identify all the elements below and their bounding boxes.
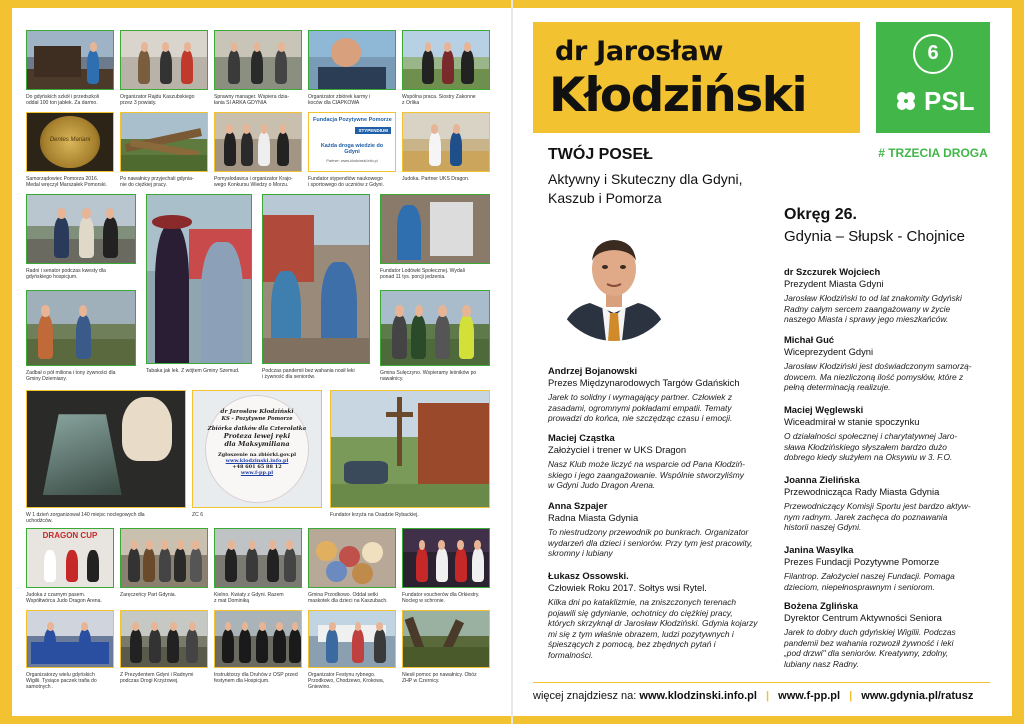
endorsement: Joanna Zielińska Przewodnicząca Rady Miasta Gdynia Przewodniczący Komisji Sportu jest bardzo aktyw- nym radnym. Jarek zachęca do poznawania historii naszej Gdyni. bbox=[784, 474, 971, 533]
endorsement: Łukasz Ossowski. Człowiek Roku 2017. Sołtys wsi Rytel. Kilka dni po kataklizmie, na zniszczonych terenach pojawili się gdynianie, ochotnicy do ciężkiej pracy, których skrzyknął dr Jarosław Kłodziński. Gdynia kojarzy mi się z tym właśnie obrazem, ludzi pozytywnych i śpieszących z pomocą, bez zbędnych pytań i formalności. bbox=[548, 570, 758, 660]
medal-inscription: Dentes Mariani bbox=[49, 137, 91, 144]
dragon-cup-banner: DRAGON CUP bbox=[42, 531, 98, 540]
endorsement: Maciej Węglewski Wiceadmirał w stanie spoczynku O działalności społecznej i charytatywnej Jaro- sława Kłodzińskiego słyszałem bardzo dużo dobrego kiedy służyłem na Oksywiu w 3. F.O. bbox=[784, 404, 958, 463]
footer-divider bbox=[533, 682, 990, 683]
footer-link-gdynia[interactable]: www.gdynia.pl/ratusz bbox=[861, 690, 974, 702]
party-box bbox=[876, 22, 990, 133]
candidate-title: TWÓJ POSEŁ bbox=[548, 146, 653, 163]
hashtag: # TRZECIA DROGA bbox=[878, 146, 988, 160]
footer-separator: | bbox=[849, 690, 853, 702]
party-name: PSL bbox=[924, 86, 975, 116]
endorsement: Anna Szpajer Radna Miasta Gdynia To niestrudzony przewodnik po bunkrach. Organizator wydarzeń dla dzieci i seniorów. Przy tym jest pracowity, skromny i lubiany bbox=[548, 500, 753, 559]
candidate-first-name: dr Jarosław bbox=[555, 36, 724, 67]
candidate-tagline: Aktywny i Skuteczny dla Gdyni, Kaszub i Pomorza bbox=[548, 171, 743, 206]
endorsement: Bożena Zglińska Dyrektor Centrum Aktywności Seniora Jarek to dobry duch gdyńskiej Wigilii. Podczas pandemii bez wahania rozwoził żywność i leki „pod drzwi" dla seniorów. Kreatywny, zdolny, lubiany nasz Radny. bbox=[784, 600, 956, 669]
district-label: Okręg 26. bbox=[784, 206, 857, 223]
page-fold bbox=[511, 0, 513, 724]
endorsement: Michał Guć Wiceprezydent Gdyni Jarosław Kłodziński jest doświadczonym samorzą- dowcem. Ma niezliczoną ilość pomysłów, które z pełną determinacją realizuje. bbox=[784, 334, 972, 393]
footer bbox=[533, 690, 990, 706]
clover-icon bbox=[894, 89, 918, 113]
endorsement: Andrzej Bojanowski Prezes Międzynarodowych Targów Gdańskich Jarek to solidny i wymagający partner. Człowiek z zasadami, ogromnymi pokładami empatii. Tematy prowadzi do końca, nie szczędząc czasu i emocji. bbox=[548, 365, 740, 424]
endorsement: Maciej Cząstka Założyciel i trener w UKS Dragon Nasz Klub może liczyć na wsparcie od Pana Kłodziń- skiego i jego zaangażowanie. Wspólnie stworzyliśmy w Gdyni Judo Dragon Arena. bbox=[548, 432, 745, 491]
scholarship-poster: Fundacja Pozytywne Pomorze STYPENDIUM Każda droga wiedzie do Gdyni Partner: www.klodzinski.info.pl bbox=[308, 112, 396, 172]
footer-link-klodzinski[interactable]: www.klodzinski.info.pl bbox=[639, 690, 757, 702]
psl-logo bbox=[894, 86, 984, 118]
fundraiser-poster: dr Jarosław Kłodziński KS - Pozytywne Pomorze Zbiórka datków dla Czterolatka Proteza lewej ręki dla Maksymiliana Zgłoszenie na zbiórki.gov.pl www.klodzinski.info.pl +48 601 65 88 12 www.f-pp.pl bbox=[192, 390, 322, 508]
footer-prefix: więcej znajdziesz na: bbox=[533, 690, 637, 702]
footer-link-fpp[interactable]: www.f-pp.pl bbox=[778, 690, 841, 702]
endorsement: dr Szczurek Wojciech Prezydent Miasta Gdyni Jarosław Kłodziński to od lat znakomity Gdyński Radny całym sercem zaangażowany w życie naszego Miasta i sprawy jego mieszkańców. bbox=[784, 266, 962, 325]
candidate-name-box bbox=[533, 22, 860, 133]
candidate-portrait bbox=[552, 217, 676, 341]
candidate-last-name: Kłodziński bbox=[549, 68, 807, 123]
district-cities: Gdynia – Słupsk - Chojnice bbox=[784, 228, 965, 245]
portrait-image bbox=[552, 217, 676, 341]
endorsement: Janina Wasylka Prezes Fundacji Pozytywne Pomorze Filantrop. Założyciel naszej Fundacji. Pomaga dzieciom, niepełnosprawnym i seniorom. bbox=[784, 544, 955, 592]
list-number: 6 bbox=[913, 34, 953, 74]
footer-separator: | bbox=[766, 690, 770, 702]
